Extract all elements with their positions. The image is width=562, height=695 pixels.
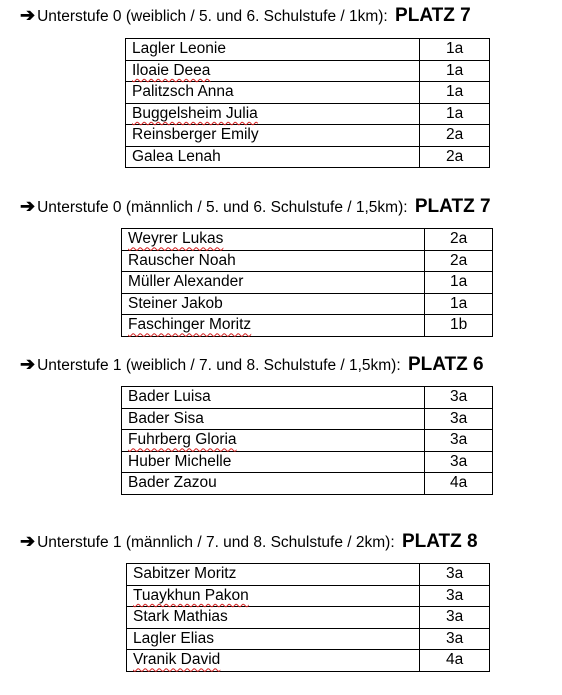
table-row bbox=[122, 408, 493, 430]
student-name-text: Tuaykhun Pakon bbox=[133, 586, 249, 604]
student-class: 3a bbox=[425, 387, 493, 409]
table-row bbox=[122, 272, 493, 294]
student-name: Müller Alexander bbox=[122, 272, 425, 294]
section-3-heading bbox=[20, 354, 484, 376]
student-name bbox=[122, 430, 425, 452]
section-2-title: Unterstufe 0 (männlich / 5. und 6. Schulstufe / 1,5km): bbox=[37, 199, 408, 216]
student-name: Palitzsch Anna bbox=[126, 82, 420, 104]
student-name: Stark Mathias bbox=[127, 607, 420, 629]
student-class: 3a bbox=[425, 408, 493, 430]
student-class: 1a bbox=[420, 82, 490, 104]
section-3-table bbox=[121, 386, 493, 495]
student-class: 1a bbox=[425, 293, 493, 315]
student-class: 2a bbox=[425, 229, 493, 251]
section-4-heading bbox=[20, 531, 478, 553]
section-4-placement: PLATZ 8 bbox=[401, 531, 478, 552]
table-row bbox=[127, 607, 490, 629]
table-row bbox=[127, 585, 490, 607]
student-name: Bader Sisa bbox=[122, 408, 425, 430]
student-class: 3a bbox=[420, 628, 490, 650]
student-name-text: Iloaie Deea bbox=[132, 61, 211, 79]
table-row bbox=[126, 60, 490, 82]
table-row bbox=[122, 473, 493, 495]
student-name-text: Buggelsheim Julia bbox=[132, 104, 258, 122]
student-class: 1a bbox=[420, 60, 490, 82]
student-class: 1a bbox=[420, 103, 490, 125]
student-name-text: Fuhrberg Gloria bbox=[128, 431, 237, 449]
student-name: Bader Zazou bbox=[122, 473, 425, 495]
student-name: Huber Michelle bbox=[122, 451, 425, 473]
student-class: 3a bbox=[425, 451, 493, 473]
table-row bbox=[127, 564, 490, 586]
table-row bbox=[126, 125, 490, 147]
student-class: 3a bbox=[420, 585, 490, 607]
student-name bbox=[122, 315, 425, 337]
table-row bbox=[126, 103, 490, 125]
student-name: Rauscher Noah bbox=[122, 250, 425, 272]
arrow-right-icon: ➔ bbox=[20, 196, 36, 216]
student-name-text: Faschinger Moritz bbox=[128, 316, 252, 334]
student-class: 2a bbox=[420, 146, 490, 168]
student-class: 4a bbox=[425, 473, 493, 495]
table-row bbox=[122, 387, 493, 409]
table-row bbox=[122, 430, 493, 452]
student-name: Bader Luisa bbox=[122, 387, 425, 409]
student-class: 1b bbox=[425, 315, 493, 337]
student-class: 3a bbox=[420, 564, 490, 586]
section-4-table bbox=[126, 563, 490, 672]
student-name bbox=[126, 60, 420, 82]
table-row bbox=[122, 250, 493, 272]
student-class: 1a bbox=[425, 272, 493, 294]
student-name bbox=[127, 650, 420, 672]
section-4-title: Unterstufe 1 (männlich / 7. und 8. Schulstufe / 2km): bbox=[37, 534, 395, 551]
table-row bbox=[127, 650, 490, 672]
student-name bbox=[126, 103, 420, 125]
student-class: 1a bbox=[420, 39, 490, 61]
arrow-right-icon: ➔ bbox=[20, 5, 36, 25]
table-row bbox=[126, 146, 490, 168]
student-name bbox=[127, 585, 420, 607]
student-class: 4a bbox=[420, 650, 490, 672]
table-row bbox=[122, 293, 493, 315]
student-class: 2a bbox=[425, 250, 493, 272]
section-1-placement: PLATZ 7 bbox=[395, 5, 471, 26]
arrow-right-icon: ➔ bbox=[20, 354, 36, 374]
student-name: Sabitzer Moritz bbox=[127, 564, 420, 586]
student-name: Lagler Leonie bbox=[126, 39, 420, 61]
table-row bbox=[126, 82, 490, 104]
student-name bbox=[122, 229, 425, 251]
section-2-heading bbox=[20, 196, 491, 218]
section-2-placement: PLATZ 7 bbox=[414, 196, 491, 217]
section-1-title: Unterstufe 0 (weiblich / 5. und 6. Schulstufe / 1km): bbox=[37, 8, 388, 25]
arrow-right-icon: ➔ bbox=[20, 531, 36, 551]
section-1-table bbox=[125, 38, 490, 168]
student-class: 2a bbox=[420, 125, 490, 147]
section-1-heading bbox=[20, 5, 471, 27]
table-row bbox=[127, 628, 490, 650]
table-row bbox=[122, 451, 493, 473]
table-row bbox=[122, 315, 493, 337]
table-row bbox=[126, 39, 490, 61]
student-name: Galea Lenah bbox=[126, 146, 420, 168]
student-name: Lagler Elias bbox=[127, 628, 420, 650]
section-3-placement: PLATZ 6 bbox=[407, 354, 484, 375]
student-name: Steiner Jakob bbox=[122, 293, 425, 315]
student-class: 3a bbox=[420, 607, 490, 629]
table-row bbox=[122, 229, 493, 251]
student-name: Reinsberger Emily bbox=[126, 125, 420, 147]
student-name-text: Vranik David bbox=[133, 651, 221, 669]
student-class: 3a bbox=[425, 430, 493, 452]
section-3-title: Unterstufe 1 (weiblich / 7. und 8. Schulstufe / 1,5km): bbox=[37, 357, 401, 374]
section-2-table bbox=[121, 228, 493, 337]
student-name-text: Weyrer Lukas bbox=[128, 230, 224, 248]
